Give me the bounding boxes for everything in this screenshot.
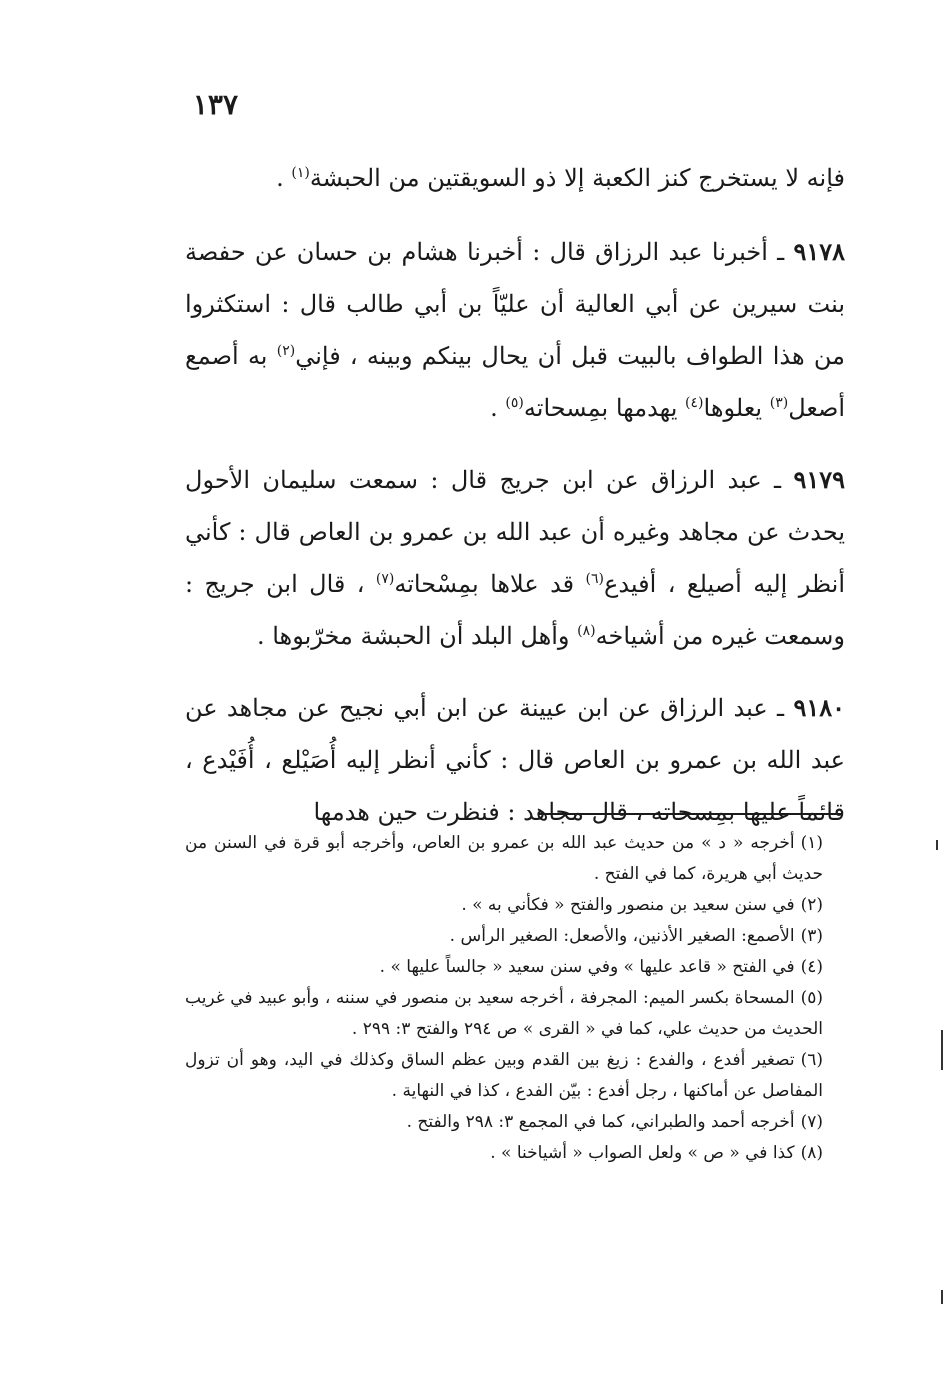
footnote-text: أخرجه أحمد والطبراني، كما في المجمع ٣: ٢٩٨ والفتح . [406,1112,795,1132]
hadith-9179 [185,454,845,662]
paragraph-text: قد علاها بمِسْحاته [394,570,586,598]
paragraph-continuation [185,152,845,204]
footnote-text: تصغير أفدع ، والفدع : زيغ بين القدم وبين عظم الساق وكذلك في اليد، وهو أن تزول المفاصل عن أماكنها ، رجل أفدع : بيّن الفدع ، كذا في النهاية . [185,1050,823,1101]
footnote-number: (٧) [800,1112,823,1132]
footnote-text: المسحاة بكسر الميم: المجرفة ، أخرجه سعيد بن منصور في سننه ، وأبو عبيد في غريب الحديث من حديث علي، كما في « القرى » ص ٢٩٤ والفتح ٣: ٢٩٩ . [185,988,823,1039]
main-text [185,152,845,858]
hadith-9178 [185,226,845,434]
footnote-1 [185,828,845,890]
paragraph-text: ـ عبد الرزاق عن ابن جريج قال : سمعت سليمان الأحول يحدث عن مجاهد وغيره أن عبد الله بن عمرو بن العاص قال : كأني أنظر إليه أصيلع ، أفيدع [185,466,845,598]
hadith-number: ٩١٧٩ [793,465,845,494]
footnote-number: (٨) [800,1143,823,1163]
footnote-ref: (٧) [375,571,395,587]
footnote-number: (١) [800,833,823,853]
paragraph-tail: . [276,164,292,192]
footnote-4 [185,952,845,983]
footnote-text: كذا في « ص » ولعل الصواب « أشياخنا » . [490,1143,795,1163]
paragraph-text: ، قال ابن جريج : وسمعت غيره من أشياخه [185,570,845,650]
paragraph-text: ـ عبد الرزاق عن ابن عيينة عن ابن أبي نجيح عن مجاهد عن عبد الله بن عمرو بن العاص قال : كأني أنظر إليه أُصَيْلع ، أُفَيْدع ، قائماً عليها بمِسحاته ، قال مجاهد : فنظرت حين هدمها [185,694,845,826]
footnote-ref: (١) [291,165,310,181]
paragraph-text: وأهل البلد أن الحبشة مخرّبوها . [256,622,578,650]
footnote-number: (٤) [800,957,823,977]
footnote-text: الأصمع: الصغير الأذنين، والأصعل: الصغير الرأس . [449,926,795,946]
footnote-7 [185,1107,845,1138]
scan-artifact [936,840,938,850]
footnote-number: (٣) [800,926,823,946]
footnote-text: في سنن سعيد بن منصور والفتح « فكأني به » . [461,895,795,915]
footnote-text: في الفتح « قاعد عليها » وفي سنن سعيد « جالساً عليها » . [379,957,795,977]
paragraph-text: يعلوها [703,394,770,422]
paragraph-text: . [490,394,506,422]
footnote-text: أخرجه « د » من حديث عبد الله بن عمرو بن العاص، وأخرجه أبو قرة في السنن من حديث أبي هريرة، كما في الفتح . [185,833,823,884]
footnote-number: (٥) [800,988,823,1008]
footnote-ref: (٦) [585,571,604,587]
footnote-5 [185,983,845,1045]
footnote-6 [185,1045,845,1107]
paragraph-text: به أصمع أصعل [185,342,845,422]
paragraph-text: يهدمها بمِسحاته [523,394,686,422]
paragraph-text: ـ أخبرنا عبد الرزاق قال : أخبرنا هشام بن حسان عن حفصة بنت سيرين عن أبي العالية أن عليّاً بن أبي طالب قال : استكثروا من هذا الطواف بالبيت قبل أن يحال بينكم وبينه ، فإني [185,238,845,370]
footnote-ref: (٥) [505,395,524,411]
footnote-3 [185,921,845,952]
footnotes [185,828,845,1169]
footnote-separator [538,813,843,815]
footnote-number: (٦) [800,1050,823,1070]
scan-artifact [941,1030,943,1070]
hadith-number: ٩١٨٠ [793,693,845,722]
footnote-ref: (٣) [769,395,789,411]
paragraph-text: فإنه لا يستخرج كنز الكعبة إلا ذو السويقتين من الحبشة [309,164,845,192]
footnote-ref: (٤) [685,395,704,411]
page-number: ١٣٧ [192,88,238,121]
footnote-8 [185,1138,845,1169]
footnote-ref: (٨) [577,623,596,639]
footnote-2 [185,890,845,921]
footnote-ref: (٢) [276,343,296,359]
hadith-number: ٩١٧٨ [793,237,845,266]
footnote-number: (٢) [800,895,823,915]
scan-artifact [941,1290,943,1304]
